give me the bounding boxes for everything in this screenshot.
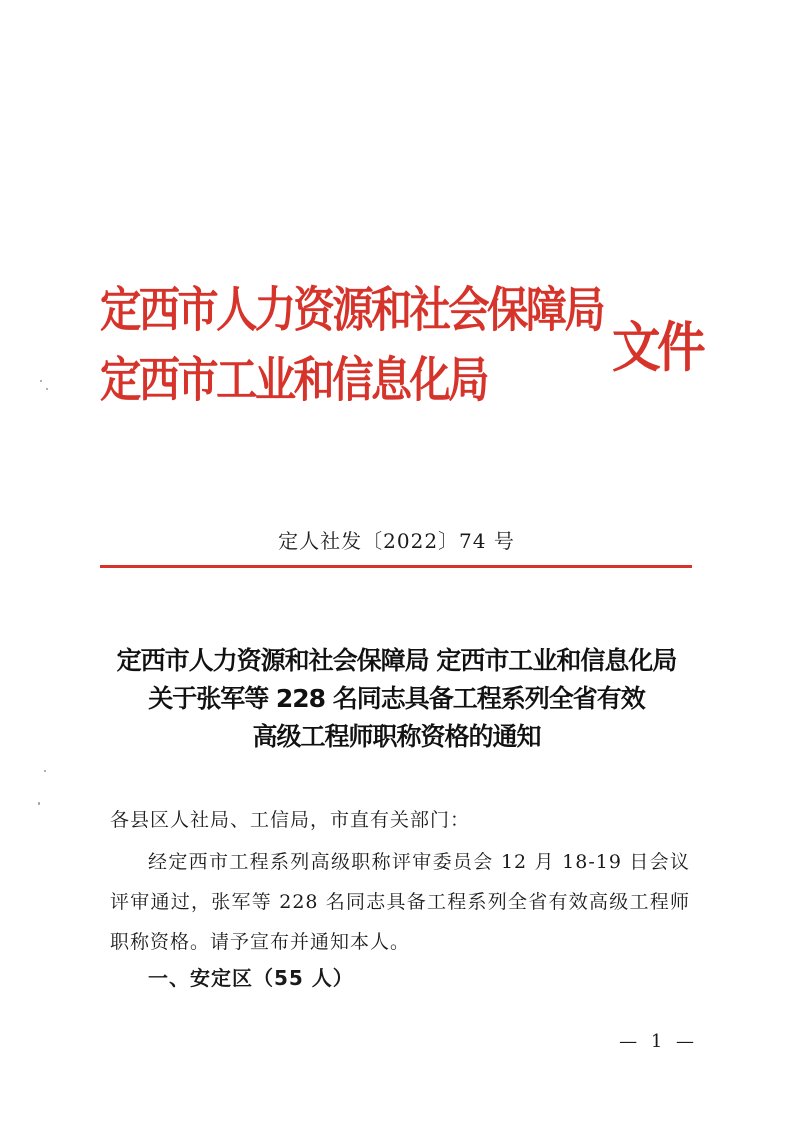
issuing-org-2: 定西市工业和信息化局 [100, 352, 488, 408]
title-line-1: 定西市人力资源和社会保障局 定西市工业和信息化局 [116, 646, 677, 675]
scan-speck [46, 388, 48, 390]
page-number: — 1 — [619, 1031, 698, 1052]
document-suffix: 文件 [612, 315, 702, 379]
title-line-2: 关于张军等 228 名同志具备工程系列全省有效 [148, 684, 645, 713]
scan-speck [40, 380, 42, 382]
red-divider [100, 565, 692, 568]
document-title [0, 642, 793, 756]
scan-speck [38, 802, 40, 805]
title-line-3: 高级工程师职称资格的通知 [252, 722, 541, 751]
scan-speck [44, 770, 46, 772]
body-paragraph: 经定西市工程系列高级职称评审委员会 12 月 18-19 日会议评审通过，张军等 228 名同志具备工程系列全省有效高级工程师职称资格。请予宣布并通知本人。 [110, 851, 690, 953]
issuing-org-1: 定西市人力资源和社会保障局 [100, 282, 604, 338]
addressee: 各县区人社局、工信局，市直有关部门： [110, 809, 471, 831]
document-number: 定人社发〔2022〕74 号 [278, 529, 515, 553]
section-heading: 一、安定区（55 人） [148, 966, 354, 990]
